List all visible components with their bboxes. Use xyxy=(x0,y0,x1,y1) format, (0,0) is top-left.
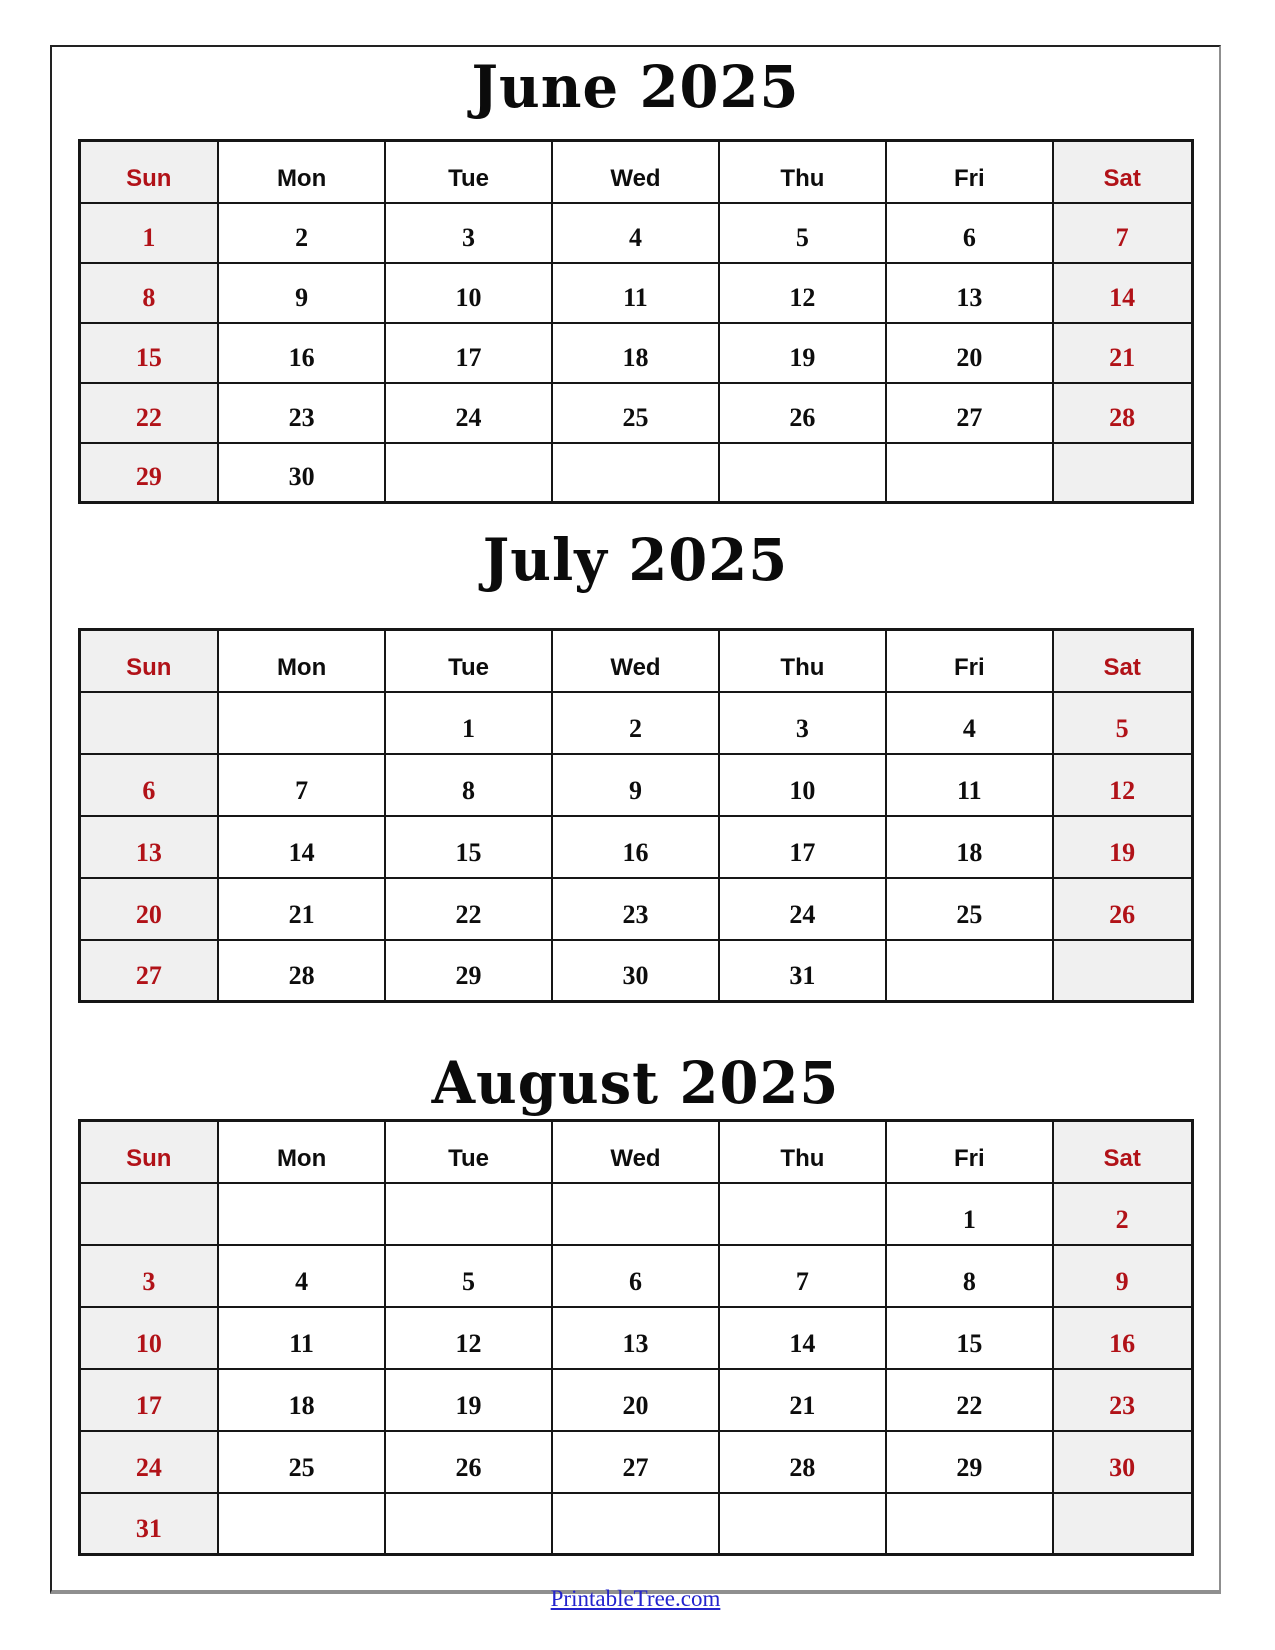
empty-day-cell xyxy=(1053,443,1192,503)
day-cell: 30 xyxy=(552,940,719,1002)
weekday-header-thu: Thu xyxy=(719,630,886,692)
day-cell: 28 xyxy=(218,940,385,1002)
day-cell: 16 xyxy=(1053,1307,1192,1369)
month-title-july: July 2025 xyxy=(482,525,789,595)
day-cell: 5 xyxy=(719,203,886,263)
day-cell: 14 xyxy=(1053,263,1192,323)
calendar-grid-august xyxy=(78,1119,1194,1556)
weekday-header-mon: Mon xyxy=(218,630,385,692)
day-cell: 19 xyxy=(385,1369,552,1431)
week-row xyxy=(79,1431,1192,1493)
empty-day-cell xyxy=(552,443,719,503)
weekday-header-tue: Tue xyxy=(385,630,552,692)
empty-day-cell xyxy=(218,692,385,754)
day-cell: 26 xyxy=(1053,878,1192,940)
day-cell: 16 xyxy=(552,816,719,878)
day-cell: 31 xyxy=(719,940,886,1002)
empty-day-cell xyxy=(385,1183,552,1245)
day-cell: 20 xyxy=(552,1369,719,1431)
weekday-header-sat: Sat xyxy=(1053,630,1192,692)
week-row xyxy=(79,203,1192,263)
day-cell: 30 xyxy=(218,443,385,503)
day-cell: 7 xyxy=(218,754,385,816)
day-cell: 1 xyxy=(385,692,552,754)
day-cell: 22 xyxy=(79,383,218,443)
day-cell: 24 xyxy=(719,878,886,940)
day-cell: 26 xyxy=(385,1431,552,1493)
day-cell: 21 xyxy=(719,1369,886,1431)
empty-day-cell xyxy=(719,443,886,503)
empty-day-cell xyxy=(886,1493,1053,1555)
day-cell: 22 xyxy=(385,878,552,940)
day-cell: 15 xyxy=(79,323,218,383)
week-row xyxy=(79,816,1192,878)
day-cell: 9 xyxy=(552,754,719,816)
day-cell: 12 xyxy=(1053,754,1192,816)
empty-day-cell xyxy=(218,1493,385,1555)
weekday-header-sat: Sat xyxy=(1053,1121,1192,1183)
day-cell: 15 xyxy=(385,816,552,878)
day-cell: 18 xyxy=(218,1369,385,1431)
day-cell: 17 xyxy=(385,323,552,383)
calendar-grid-june xyxy=(78,139,1194,504)
weekday-header-fri: Fri xyxy=(886,630,1053,692)
month-title-august: August 2025 xyxy=(431,1048,840,1118)
week-row xyxy=(79,754,1192,816)
week-row xyxy=(79,1183,1192,1245)
day-cell: 3 xyxy=(79,1245,218,1307)
weekday-header-sat: Sat xyxy=(1053,141,1192,203)
day-cell: 29 xyxy=(79,443,218,503)
weekday-header-sun: Sun xyxy=(79,1121,218,1183)
day-cell: 30 xyxy=(1053,1431,1192,1493)
week-row xyxy=(79,878,1192,940)
day-cell: 15 xyxy=(886,1307,1053,1369)
empty-day-cell xyxy=(719,1493,886,1555)
day-cell: 2 xyxy=(1053,1183,1192,1245)
day-cell: 28 xyxy=(719,1431,886,1493)
empty-day-cell xyxy=(385,443,552,503)
day-cell: 10 xyxy=(719,754,886,816)
day-cell: 17 xyxy=(79,1369,218,1431)
day-cell: 7 xyxy=(719,1245,886,1307)
day-cell: 26 xyxy=(719,383,886,443)
day-cell: 6 xyxy=(886,203,1053,263)
empty-day-cell xyxy=(1053,940,1192,1002)
week-row xyxy=(79,1493,1192,1555)
weekday-header-fri: Fri xyxy=(886,1121,1053,1183)
day-cell: 21 xyxy=(218,878,385,940)
day-cell: 10 xyxy=(79,1307,218,1369)
week-row xyxy=(79,1245,1192,1307)
day-cell: 19 xyxy=(1053,816,1192,878)
day-cell: 8 xyxy=(886,1245,1053,1307)
day-cell: 9 xyxy=(218,263,385,323)
weekday-header-thu: Thu xyxy=(719,1121,886,1183)
month-title-june: June 2025 xyxy=(471,52,800,122)
day-cell: 21 xyxy=(1053,323,1192,383)
day-cell: 17 xyxy=(719,816,886,878)
day-cell: 8 xyxy=(79,263,218,323)
empty-day-cell xyxy=(552,1183,719,1245)
week-row xyxy=(79,443,1192,503)
day-cell: 31 xyxy=(79,1493,218,1555)
weekday-header-sun: Sun xyxy=(79,141,218,203)
week-row xyxy=(79,1307,1192,1369)
empty-day-cell xyxy=(886,940,1053,1002)
day-cell: 3 xyxy=(385,203,552,263)
weekday-header-tue: Tue xyxy=(385,1121,552,1183)
day-cell: 19 xyxy=(719,323,886,383)
day-cell: 27 xyxy=(552,1431,719,1493)
weekday-header-mon: Mon xyxy=(218,141,385,203)
day-cell: 25 xyxy=(218,1431,385,1493)
day-cell: 9 xyxy=(1053,1245,1192,1307)
day-cell: 8 xyxy=(385,754,552,816)
calendar-grid-july xyxy=(78,628,1194,1003)
weekday-header-sun: Sun xyxy=(79,630,218,692)
day-cell: 13 xyxy=(79,816,218,878)
weekday-header-wed: Wed xyxy=(552,141,719,203)
day-cell: 29 xyxy=(385,940,552,1002)
day-cell: 12 xyxy=(385,1307,552,1369)
empty-day-cell xyxy=(719,1183,886,1245)
day-cell: 20 xyxy=(79,878,218,940)
day-cell: 14 xyxy=(218,816,385,878)
day-cell: 23 xyxy=(218,383,385,443)
day-cell: 22 xyxy=(886,1369,1053,1431)
day-cell: 28 xyxy=(1053,383,1192,443)
empty-day-cell xyxy=(218,1183,385,1245)
day-cell: 4 xyxy=(218,1245,385,1307)
day-cell: 3 xyxy=(719,692,886,754)
weekday-header-row xyxy=(79,141,1192,203)
day-cell: 6 xyxy=(79,754,218,816)
empty-day-cell xyxy=(385,1493,552,1555)
day-cell: 11 xyxy=(218,1307,385,1369)
week-row xyxy=(79,323,1192,383)
day-cell: 1 xyxy=(886,1183,1053,1245)
day-cell: 12 xyxy=(719,263,886,323)
week-row xyxy=(79,692,1192,754)
day-cell: 16 xyxy=(218,323,385,383)
week-row xyxy=(79,383,1192,443)
weekday-header-tue: Tue xyxy=(385,141,552,203)
day-cell: 11 xyxy=(552,263,719,323)
day-cell: 13 xyxy=(886,263,1053,323)
empty-day-cell xyxy=(79,1183,218,1245)
day-cell: 11 xyxy=(886,754,1053,816)
calendar-page xyxy=(50,45,1221,1611)
day-cell: 25 xyxy=(886,878,1053,940)
weekday-header-thu: Thu xyxy=(719,141,886,203)
empty-day-cell xyxy=(1053,1493,1192,1555)
day-cell: 24 xyxy=(385,383,552,443)
week-row xyxy=(79,940,1192,1002)
day-cell: 18 xyxy=(886,816,1053,878)
empty-day-cell xyxy=(886,443,1053,503)
weekday-header-row xyxy=(79,630,1192,692)
week-row xyxy=(79,263,1192,323)
day-cell: 23 xyxy=(1053,1369,1192,1431)
weekday-header-wed: Wed xyxy=(552,1121,719,1183)
day-cell: 4 xyxy=(886,692,1053,754)
day-cell: 4 xyxy=(552,203,719,263)
day-cell: 7 xyxy=(1053,203,1192,263)
day-cell: 27 xyxy=(886,383,1053,443)
day-cell: 20 xyxy=(886,323,1053,383)
day-cell: 2 xyxy=(552,692,719,754)
day-cell: 23 xyxy=(552,878,719,940)
weekday-header-wed: Wed xyxy=(552,630,719,692)
week-row xyxy=(79,1369,1192,1431)
weekday-header-fri: Fri xyxy=(886,141,1053,203)
day-cell: 24 xyxy=(79,1431,218,1493)
day-cell: 2 xyxy=(218,203,385,263)
weekday-header-mon: Mon xyxy=(218,1121,385,1183)
weekday-header-row xyxy=(79,1121,1192,1183)
day-cell: 5 xyxy=(385,1245,552,1307)
day-cell: 13 xyxy=(552,1307,719,1369)
day-cell: 1 xyxy=(79,203,218,263)
printabletree-link[interactable]: PrintableTree.com xyxy=(550,1586,721,1611)
empty-day-cell xyxy=(552,1493,719,1555)
day-cell: 18 xyxy=(552,323,719,383)
day-cell: 25 xyxy=(552,383,719,443)
day-cell: 29 xyxy=(886,1431,1053,1493)
day-cell: 5 xyxy=(1053,692,1192,754)
empty-day-cell xyxy=(79,692,218,754)
day-cell: 6 xyxy=(552,1245,719,1307)
day-cell: 14 xyxy=(719,1307,886,1369)
page-footer xyxy=(52,1586,1219,1612)
day-cell: 10 xyxy=(385,263,552,323)
day-cell: 27 xyxy=(79,940,218,1002)
